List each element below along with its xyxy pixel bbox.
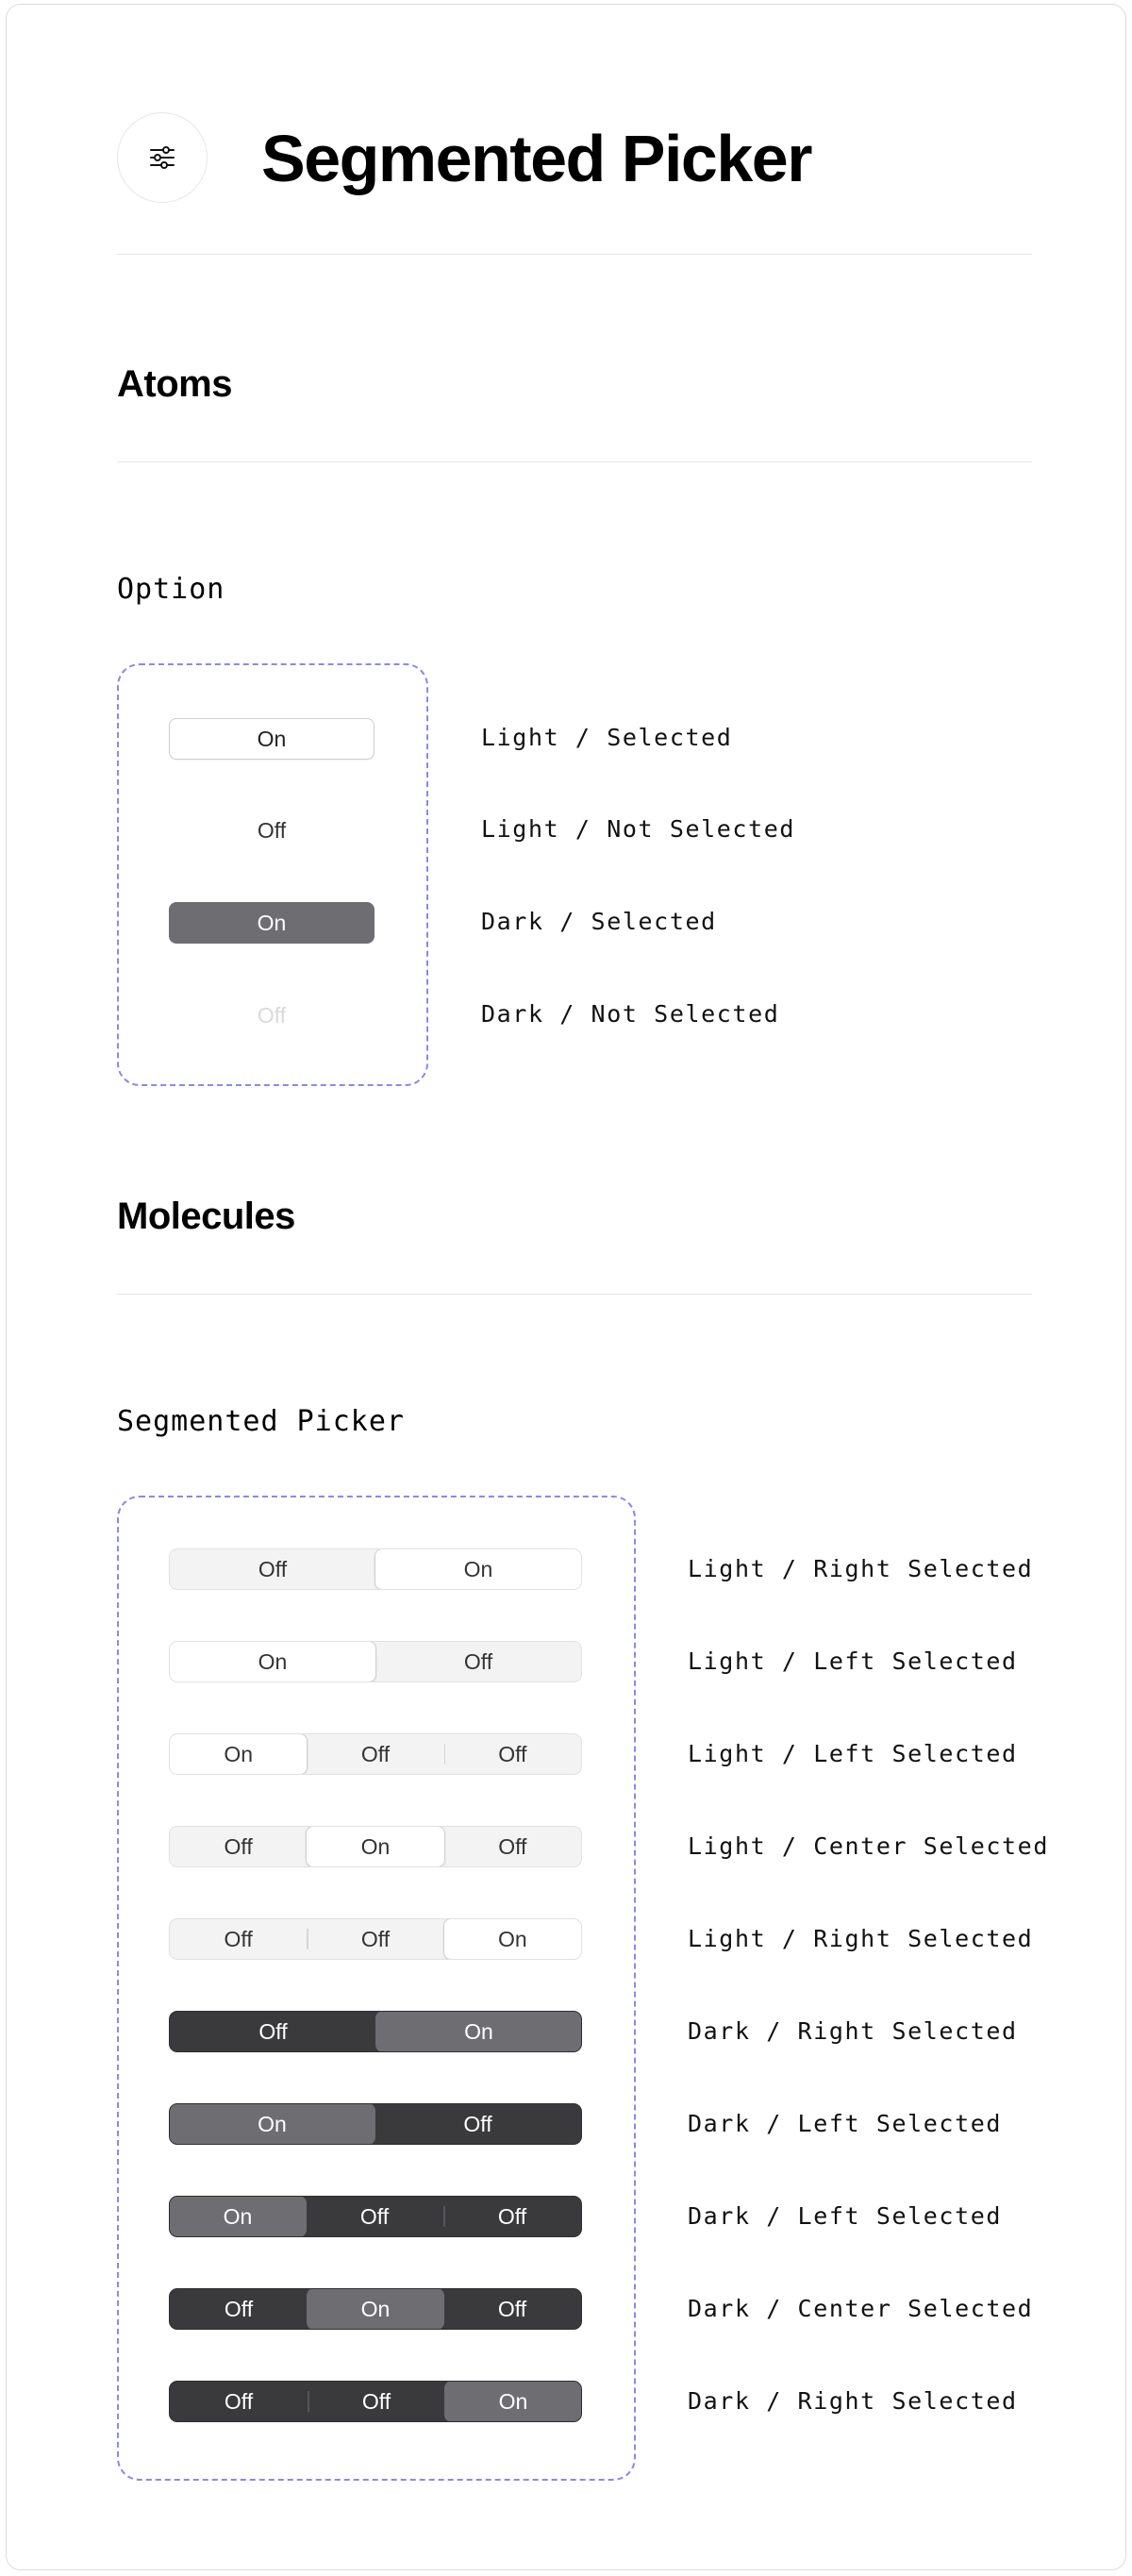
row-label: Light / Center Selected <box>688 1832 1049 1860</box>
picker-segment[interactable]: Off <box>463 2111 492 2136</box>
picker-segment-selected[interactable]: On <box>169 1733 308 1775</box>
subtitle-option: Option <box>117 573 225 606</box>
molecules-divider <box>117 1294 1032 1295</box>
picker-segment[interactable]: Off <box>224 1926 253 1951</box>
row-label: Light / Selected <box>481 724 733 751</box>
picker-segment-selected[interactable]: On <box>307 2288 444 2330</box>
picker-segment[interactable]: Off <box>359 2203 390 2229</box>
segmented-picker-dark-left[interactable] <box>169 2103 582 2145</box>
picker-segment-selected[interactable]: On <box>169 1641 376 1682</box>
segmented-picker-light-left-3[interactable] <box>169 1733 582 1775</box>
picker-segment[interactable]: Off <box>497 2296 527 2321</box>
picker-segment-selected[interactable]: On <box>375 1548 582 1590</box>
sliders-icon <box>148 143 176 172</box>
row-label: Dark / Not Selected <box>481 1000 780 1028</box>
segmented-picker-dark-center-3[interactable] <box>169 2288 582 2330</box>
row-label: Light / Right Selected <box>688 1555 1034 1582</box>
picker-segment[interactable]: Off <box>307 1919 443 1959</box>
picker-segment-selected[interactable]: On <box>306 1826 444 1867</box>
atoms-divider <box>117 461 1032 462</box>
picker-segment[interactable]: Off <box>258 1556 288 1581</box>
subtitle-segmented-picker: Segmented Picker <box>117 1405 405 1438</box>
picker-segment[interactable]: Off <box>360 1741 391 1766</box>
row-label: Light / Left Selected <box>688 1740 1018 1767</box>
picker-segment-selected[interactable]: On <box>375 2011 582 2052</box>
picker-segment[interactable]: Off <box>258 2018 288 2044</box>
segmented-picker-light-center-3[interactable] <box>169 1826 582 1867</box>
option-dark-selected[interactable]: On <box>169 902 375 944</box>
picker-segment[interactable]: Off <box>224 1833 253 1859</box>
row-label: Dark / Right Selected <box>688 2387 1018 2415</box>
segmented-picker-dark-right-3[interactable] <box>169 2381 582 2422</box>
picker-segment-selected[interactable]: On <box>443 1918 582 1960</box>
row-label: Dark / Center Selected <box>688 2295 1034 2322</box>
picker-segment[interactable]: Off <box>224 2296 254 2321</box>
row-label: Light / Left Selected <box>688 1648 1018 1675</box>
page-header <box>110 109 1035 259</box>
picker-segment[interactable]: Off <box>308 2382 445 2421</box>
row-label: Dark / Selected <box>481 908 717 935</box>
settings-button[interactable] <box>117 112 208 203</box>
page-title: Segmented Picker <box>261 122 811 195</box>
row-label: Dark / Left Selected <box>688 2202 1003 2230</box>
segmented-picker-light-left[interactable] <box>169 1641 582 1682</box>
option-light-selected[interactable]: On <box>169 718 375 760</box>
header-divider <box>117 254 1032 255</box>
segmented-picker-dark-left-3[interactable] <box>169 2196 582 2237</box>
option-dark-not-selected[interactable]: Off <box>257 1002 287 1028</box>
picker-segment-selected[interactable]: On <box>169 2196 307 2237</box>
section-title-atoms: Atoms <box>117 363 232 405</box>
segmented-picker-dark-right[interactable] <box>169 2011 582 2052</box>
option-light-not-selected[interactable]: Off <box>257 817 287 843</box>
picker-segment[interactable]: Off <box>444 1734 581 1774</box>
picker-segment[interactable]: Off <box>463 1648 493 1674</box>
row-label: Dark / Left Selected <box>688 2110 1003 2137</box>
picker-segment[interactable]: Off <box>498 1833 527 1859</box>
row-label: Light / Right Selected <box>688 1925 1034 1952</box>
row-label: Dark / Right Selected <box>688 2017 1018 2045</box>
picker-segment-selected[interactable]: On <box>444 2381 582 2422</box>
page-card <box>6 4 1126 2570</box>
picker-segment[interactable]: Off <box>224 2388 254 2414</box>
picker-segment[interactable]: Off <box>443 2197 581 2236</box>
segmented-picker-light-right-3[interactable] <box>169 1918 582 1960</box>
picker-segment-selected[interactable]: On <box>169 2103 375 2145</box>
segmented-picker-light-right[interactable] <box>169 1548 582 1590</box>
section-title-molecules: Molecules <box>117 1196 295 1237</box>
row-label: Light / Not Selected <box>481 815 796 843</box>
